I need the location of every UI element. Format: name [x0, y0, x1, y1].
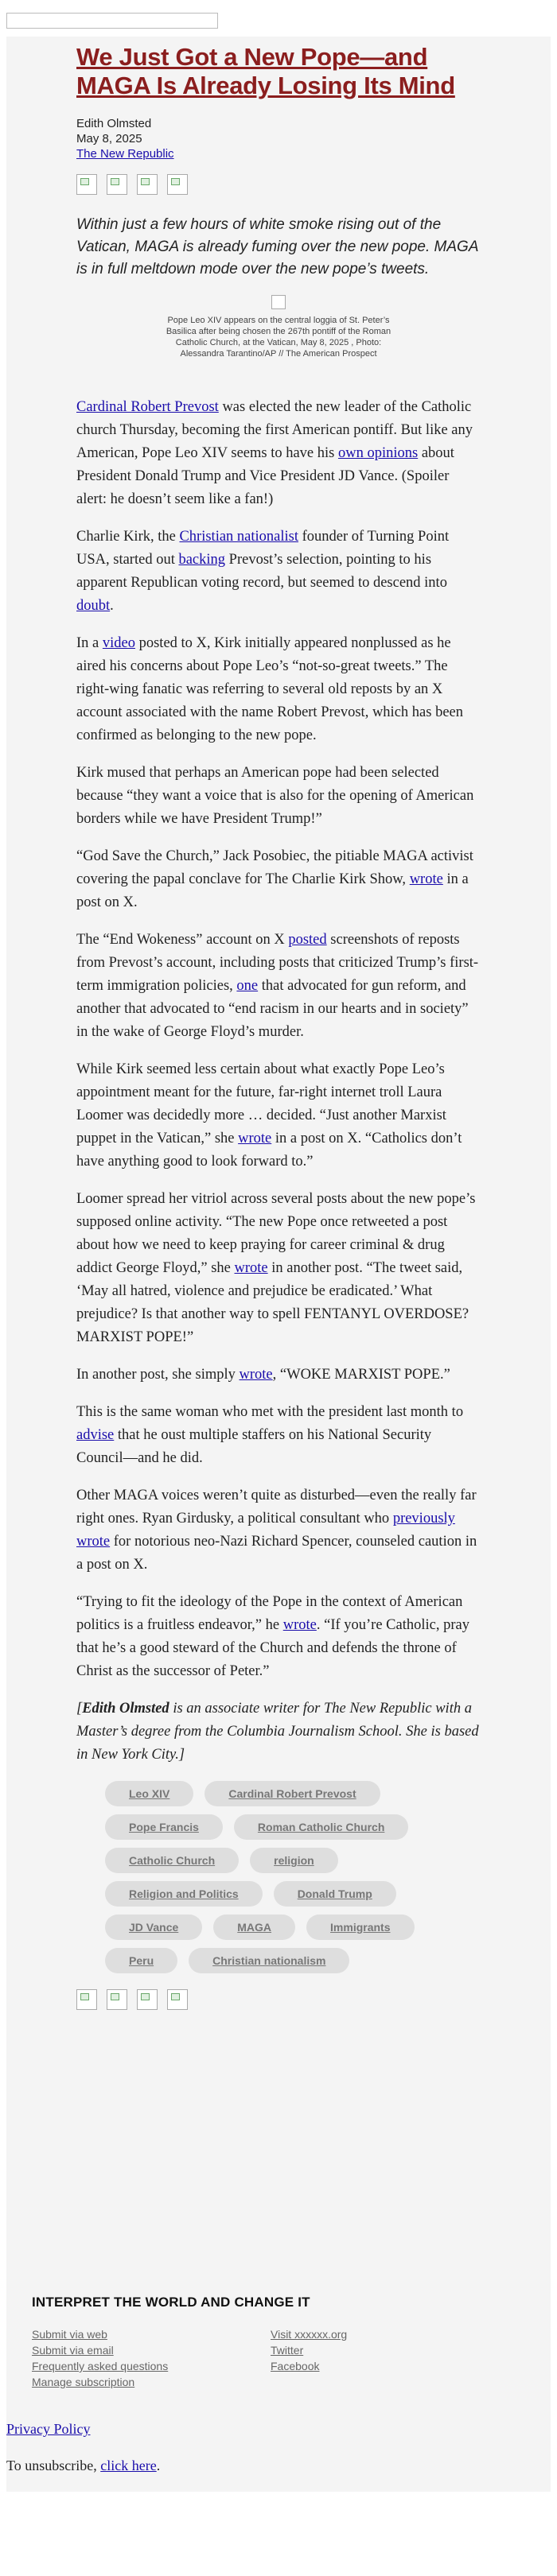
- footer-link[interactable]: Facebook: [271, 2360, 320, 2372]
- paragraph: [76, 632, 481, 747]
- share-icon[interactable]: [107, 1989, 127, 2010]
- author-name: Edith Olmsted: [76, 117, 152, 130]
- text: [: [76, 1701, 83, 1717]
- publish-date: May 8, 2025: [76, 132, 142, 145]
- text: was elected the new leader of the Catholic church Thursday, becoming the first American pontiff. But like any American, Pope Leo XIV seems to have his: [76, 399, 473, 461]
- text: is an associate writer for The New Republic with a Master’s degree from the Columbia Journalism School. She is based in New York City.]: [76, 1701, 479, 1763]
- inline-link[interactable]: wrote: [409, 871, 443, 887]
- footer-col-right: [271, 2326, 509, 2390]
- tag-pill[interactable]: Leo XIV: [105, 1781, 193, 1806]
- paragraph: [76, 1058, 481, 1174]
- paragraph: [76, 1364, 481, 1387]
- article-meta: [76, 116, 481, 161]
- text: that advocated for gun reform, and another that advocated to “end racism in our hearts and in society” in the wake of George Floyd’s murder.: [76, 978, 469, 1040]
- footer-links: [32, 2326, 525, 2390]
- text: To unsubscribe,: [6, 2458, 101, 2473]
- footer-link[interactable]: Frequently asked questions: [32, 2360, 169, 2372]
- footer-link[interactable]: Manage subscription: [32, 2376, 135, 2388]
- tag-pill[interactable]: Peru: [105, 1948, 177, 1973]
- email-card: [6, 37, 551, 2492]
- share-icon[interactable]: [137, 174, 158, 195]
- tag-pill[interactable]: Donald Trump: [274, 1881, 396, 1907]
- tag-pill[interactable]: Catholic Church: [105, 1848, 239, 1873]
- author-bio: [76, 1697, 481, 1767]
- inline-link[interactable]: previously wrote: [76, 1511, 455, 1550]
- privacy-policy: [6, 2421, 91, 2438]
- paragraph: [76, 845, 481, 914]
- text: for notorious neo-Nazi Richard Spencer, counseled caution in a post on X.: [76, 1534, 477, 1573]
- publication-link[interactable]: The New Republic: [76, 147, 174, 161]
- text: screenshots of reposts from Prevost’s account, including posts that criticized Trump’s first-term immigration policies,: [76, 932, 479, 994]
- text: Charlie Kirk, the: [76, 529, 180, 545]
- share-icon[interactable]: [107, 174, 127, 195]
- text: .: [110, 598, 114, 614]
- photo-placeholder-icon: [271, 295, 286, 309]
- text: about President Donald Trump and Vice President JD Vance. (Spoiler alert: he doesn’t seem like a fan!): [76, 445, 454, 507]
- text: . “If you’re Catholic, pray that he’s a good steward of the Church and defends the throne of Christ as the successor of Peter.”: [76, 1617, 469, 1679]
- text: This is the same woman who met with the president last month to: [76, 1404, 464, 1420]
- paragraph: [76, 1484, 481, 1577]
- tag-pill[interactable]: JD Vance: [105, 1915, 202, 1940]
- paragraph: [76, 396, 481, 511]
- inline-link[interactable]: one: [236, 978, 259, 994]
- share-icon[interactable]: [76, 174, 97, 195]
- tag-pill[interactable]: Pope Francis: [105, 1814, 223, 1840]
- paragraph: [76, 1188, 481, 1349]
- tag-pill[interactable]: Cardinal Robert Prevost: [204, 1781, 380, 1806]
- text: posted to X, Kirk initially appeared nonplussed as he aired his concerns about Pope Leo’s “not-so-great tweets.” The right-wing fanatic was referring to several old reposts by an X account associated with the name Robert Prevost, which has been confirmed as belonging to the new pope.: [76, 635, 463, 743]
- inline-link[interactable]: wrote: [238, 1131, 272, 1146]
- share-icons-bottom: [76, 1989, 481, 2012]
- share-icon[interactable]: [167, 174, 188, 195]
- tag-pill[interactable]: Immigrants: [306, 1915, 414, 1940]
- footer-heading: INTERPRET THE WORLD AND CHANGE IT: [32, 2295, 310, 2310]
- inline-link[interactable]: posted: [288, 932, 327, 948]
- inline-link[interactable]: backing: [178, 552, 226, 568]
- text: that he oust multiple staffers on his National Security Council—and he did.: [76, 1427, 432, 1466]
- article-dek: Within just a few hours of white smoke rising out of the Vatican, MAGA is already fuming over the new pope. MAGA is in full meltdown mode over the new pope’s tweets.: [76, 216, 478, 277]
- footer-link[interactable]: Twitter: [271, 2344, 304, 2357]
- text: , “WOKE MARXIST POPE.”: [272, 1367, 450, 1383]
- inline-link[interactable]: wrote: [239, 1367, 273, 1383]
- text: Prevost’s selection, pointing to his apparent Republican voting record, but seemed to descend into: [76, 552, 447, 591]
- text: in another post. “The tweet said, ‘May all hatred, violence and prejudice be eradicated.’ What prejudice? Is that another way to spell FENTANYL OVERDOSE? MARXIST POPE!”: [76, 1260, 469, 1345]
- text: The “End Wokeness” account on X: [76, 932, 289, 948]
- inline-link[interactable]: video: [102, 635, 135, 651]
- tag-pill[interactable]: Religion and Politics: [105, 1881, 263, 1907]
- text: In another post, she simply: [76, 1367, 240, 1383]
- paragraph: [76, 929, 481, 1044]
- unsubscribe-line: [6, 2458, 160, 2474]
- share-icon[interactable]: [76, 1989, 97, 2010]
- share-icons-top: [76, 174, 481, 196]
- header-logo-image: [6, 13, 218, 29]
- footer-link[interactable]: Submit via email: [32, 2344, 114, 2357]
- bio-author-name: Edith Olmsted: [82, 1701, 169, 1717]
- text: Other MAGA voices weren’t quite as disturbed—even the really far right ones. Ryan Girdusky, a political consultant who: [76, 1488, 477, 1527]
- share-icon[interactable]: [137, 1989, 158, 2010]
- paragraph: Kirk mused that perhaps an American pope had been selected because “they want a voice that is also for the opening of American borders while we have President Trump!”: [76, 765, 474, 827]
- lead-photo: [76, 295, 481, 359]
- inline-link[interactable]: doubt: [76, 598, 111, 614]
- text: In a: [76, 635, 103, 651]
- text: While Kirk seemed less certain about what exactly Pope Leo’s appointment meant for the future, far-right internet troll Laura Loomer was decidedly more … decided. “Just another Marxist puppet in the Vatican,” she: [76, 1061, 446, 1146]
- paragraph: [76, 1591, 481, 1683]
- article-container: [76, 37, 481, 2012]
- paragraph: [76, 1401, 481, 1470]
- text: “Trying to fit the ideology of the Pope in the context of American politics is a fruitless endeavor,” he: [76, 1594, 463, 1633]
- footer-col-left: [32, 2326, 271, 2390]
- article-body: [76, 396, 481, 1767]
- footer-link[interactable]: Visit xxxxxx.org: [271, 2328, 348, 2341]
- photo-caption: Pope Leo XIV appears on the central loggia of St. Peter’s Basilica after being chosen the 267th pontiff of the Roman Catholic Church, at the Vatican, May 8, 2025 , Photo: Alessandra Tarantino/AP // The American Prospect: [166, 316, 391, 359]
- share-icon[interactable]: [167, 1989, 188, 2010]
- inline-link[interactable]: Christian nationalist: [179, 529, 298, 545]
- tag-pill[interactable]: MAGA: [213, 1915, 295, 1940]
- text: in a post on X.: [76, 871, 469, 910]
- privacy-policy-link[interactable]: Privacy Policy: [6, 2421, 91, 2437]
- text: founder of Turning Point USA, started out: [76, 529, 450, 568]
- article-title[interactable]: We Just Got a New Pope—and MAGA Is Already Losing Its Mind: [76, 43, 455, 99]
- tag-pill[interactable]: Christian nationalism: [189, 1948, 349, 1973]
- unsubscribe-link[interactable]: click here: [100, 2458, 157, 2473]
- text: .: [156, 2458, 161, 2473]
- tag-pill[interactable]: Roman Catholic Church: [234, 1814, 408, 1840]
- text: “God Save the Church,” Jack Posobiec, the pitiable MAGA activist covering the papal conclave for The Charlie Kirk Show,: [76, 848, 473, 887]
- text: in a post on X. “Catholics don’t have anything good to look forward to.”: [76, 1131, 462, 1170]
- inline-link[interactable]: Cardinal Robert Prevost: [76, 399, 219, 415]
- text: Loomer spread her vitriol across several posts about the new pope’s supposed online activity. “The new Pope once retweeted a post about how we need to keep praying for career criminal & drug addict George Floyd,” she: [76, 1191, 476, 1276]
- inline-link[interactable]: wrote: [234, 1260, 268, 1276]
- newsletter-footer: [32, 2295, 525, 2390]
- tag-list: [76, 1781, 455, 1973]
- footer-link[interactable]: Submit via web: [32, 2328, 107, 2341]
- inline-link[interactable]: own opinions: [337, 445, 419, 461]
- tag-pill[interactable]: religion: [250, 1848, 338, 1873]
- inline-link[interactable]: advise: [76, 1427, 115, 1443]
- inline-link[interactable]: wrote: [282, 1617, 317, 1633]
- paragraph: [76, 526, 481, 618]
